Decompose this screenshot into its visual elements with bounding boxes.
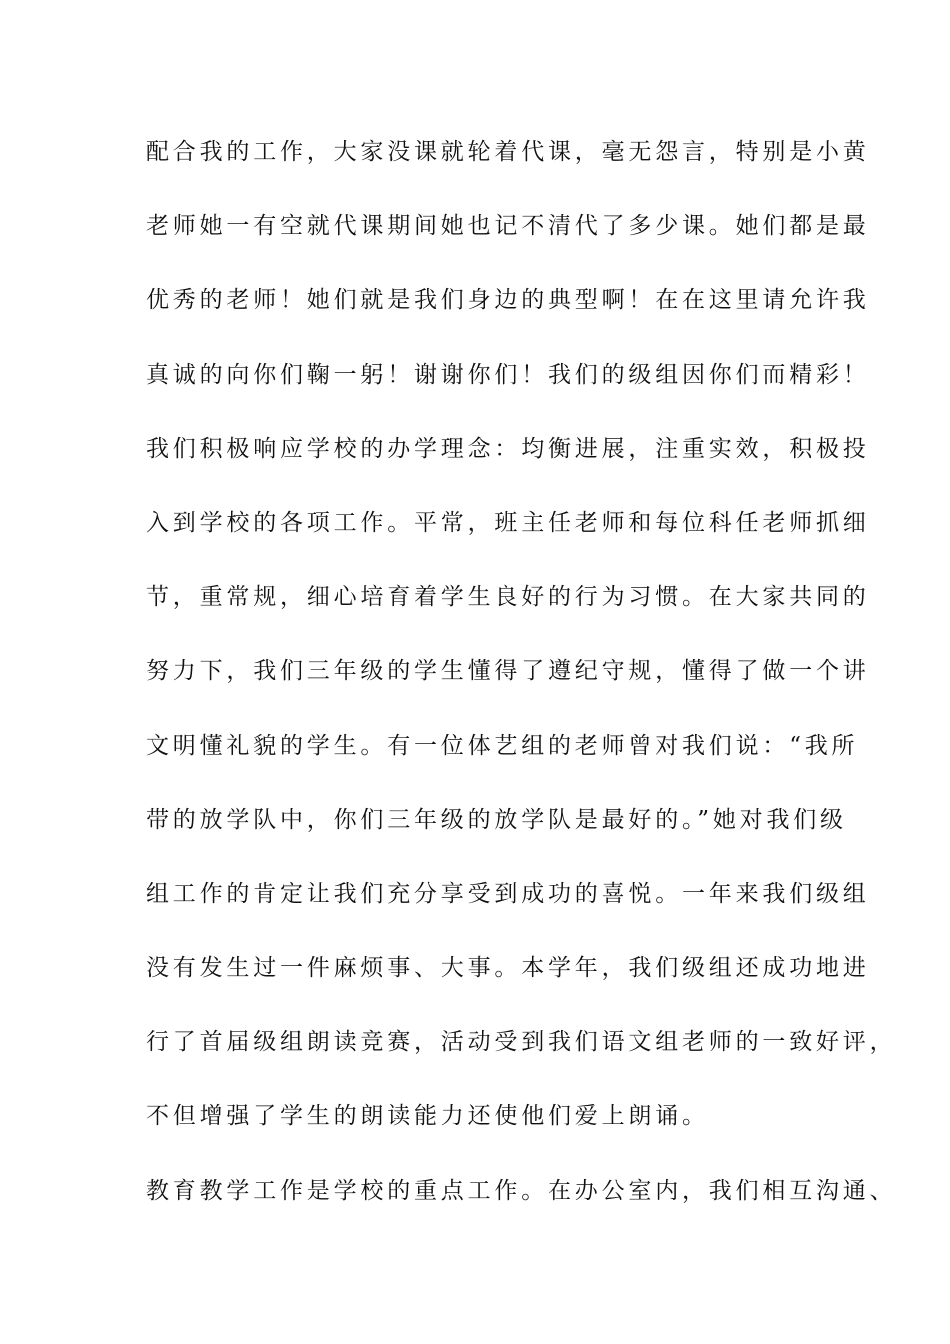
text-line: 努力下，我们三年级的学生懂得了遵纪守规，懂得了做一个讲 — [146, 658, 870, 685]
text-line: 真诚的向你们鞠一躬！谢谢你们！我们的级组因你们而精彩！ — [146, 361, 870, 388]
text-line: 配合我的工作，大家没课就轮着代课，毫无怨言，特别是小黄 — [146, 139, 870, 165]
text-line: 行了首届级组朗读竞赛，活动受到我们语文组老师的一致好评， — [146, 1029, 897, 1056]
text-line: 文明懂礼貌的学生。有一位体艺组的老师曾对我们说：“我所 — [146, 732, 859, 759]
text-line: 组工作的肯定让我们充分享受到成功的喜悦。一年来我们级组 — [146, 880, 870, 907]
text-line: 优秀的老师！她们就是我们身边的典型啊！在在这里请允许我 — [146, 287, 870, 314]
body-text — [146, 132, 897, 1245]
text-line: 入到学校的各项工作。平常，班主任老师和每位科任老师抓细 — [146, 509, 870, 536]
text-line: 我们积极响应学校的办学理念：均衡进展，注重实效，积极投 — [146, 435, 870, 462]
text-line: 没有发生过一件麻烦事、大事。本学年，我们级组还成功地进 — [146, 955, 870, 982]
text-line: 节，重常规，细心培育着学生良好的行为习惯。在大家共同的 — [146, 584, 870, 611]
text-line: 带的放学队中，你们三年级的放学队是最好的。”她对我们级 — [146, 806, 847, 833]
text-line: 不但增强了学生的朗读能力还使他们爱上朗诵。 — [146, 1103, 709, 1130]
text-line: 教育教学工作是学校的重点工作。在办公室内，我们相互沟通、 — [146, 1177, 897, 1204]
text-line: 老师她一有空就代课期间她也记不清代了多少课。她们都是最 — [146, 213, 870, 240]
